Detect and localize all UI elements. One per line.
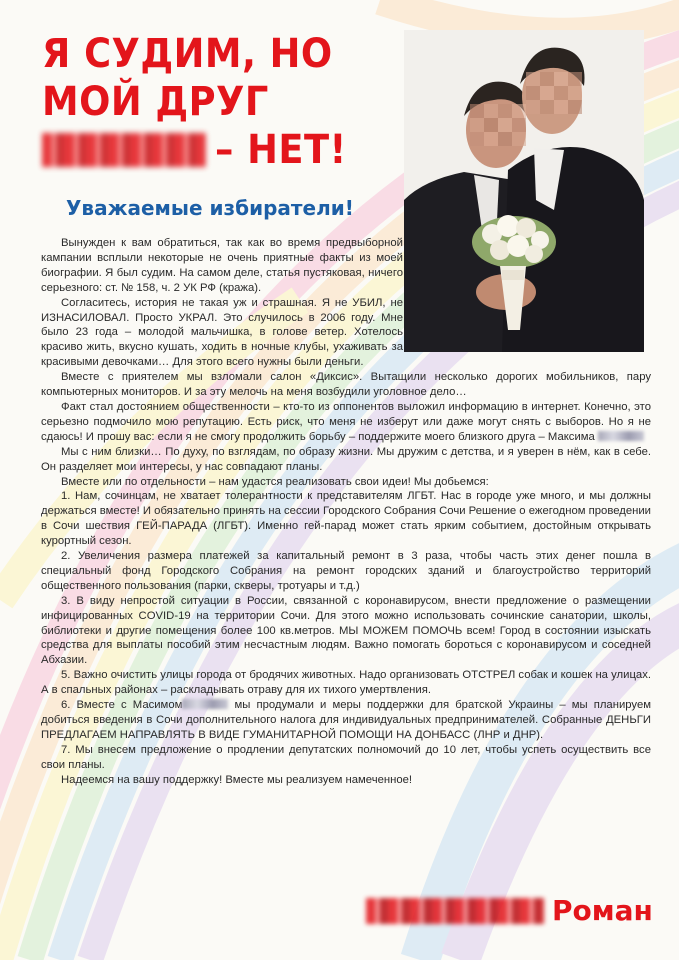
list-item-6	[41, 698, 651, 743]
paragraph-6: Вместе или по отдельности – нам удастся реализовать свои идеи! Мы добьемся:	[61, 475, 489, 488]
letter-body	[41, 236, 651, 788]
closing-line: Надеемся на вашу поддержку! Вместе мы реализуем намеченное!	[61, 773, 413, 786]
paragraph-4	[41, 400, 651, 445]
paragraph-5: Мы с ним близки… По духу, по взглядам, по образу жизни. Мы дружим с детства, и я уверен в нём, как в себе. Он разделяет мои интересы, у нас совпадают планы.	[41, 445, 651, 473]
headline-line-2: МОЙ ДРУГ	[42, 79, 269, 125]
signature-first-name: Роман	[552, 894, 653, 927]
greeting-heading: Уважаемые избиратели!	[66, 196, 354, 220]
paragraph-4-text: Факт стал достоянием общественности – кто-то из оппонентов выложил информацию в интернет. Конечно, это серьезно подмочило мою репутацию. Есть риск, что меня не изберут или даже могут снять с выборов. Но я не сдаюсь! И прошу вас: если я не смогу продолжить борьбу – поддержите моего близкого друга – Максима	[41, 400, 651, 443]
headline	[42, 30, 373, 174]
censored-name-blur	[42, 133, 206, 167]
signature	[366, 894, 653, 927]
censored-surname-blur	[598, 431, 644, 441]
list-item-5: 5. Важно очистить улицы города от бродячих животных. Надо организовать ОТСТРЕЛ собак и кошек на улицах. А в спальных районах – раскладывать отраву для их тихого умертвления.	[41, 669, 651, 697]
paragraph-1: Вынужден к вам обратиться, так как во время предвыборной кампании всплыли некоторые не очень приятные факты из моей биографии. Я был судим. На самом деле, статья пустяковая, ничего серьезного: ст. № 158, ч. 2 УК РФ (кража).	[41, 237, 403, 294]
list-item-6-rest: мы продумали и меры поддержки для братской Украины – мы планируем добиться введения в Сочи дополнительного налога для индивидуальных предпринимателей. Собранные ДЕНЬГИ ПРЕДЛАГАЕМ НАПРАВЛЯТЬ В ВИДЕ ГУМАНИТАРНОЙ ПОМОЩИ НА ДОНБАСС (ЛНР и ДНР).	[41, 699, 651, 741]
headline-line-1: Я СУДИМ, НО	[42, 31, 333, 77]
list-item-1: 1. Нам, сочинцам, не хватает толерантности к представителям ЛГБТ. Нас в городе уже много, и мы должны держаться вместе! И обязательно принять на сессии Городского Собрания Сочи Решение о ежегодном проведении в Сочи шествия ГЕЙ-ПАРАДА (ЛГБТ). Именно гей-парад может стать ярким событием, достойным открывать курортный сезон.	[41, 490, 651, 548]
list-item-7: 7. Мы внесем предложение о продлении депутатских полномочий до 10 лет, чтобы успеть осуществить все свои планы.	[41, 743, 651, 771]
list-item-6-start: 6. Вместе с Масимом	[61, 699, 183, 712]
headline-line-3	[42, 126, 373, 174]
list-item-2: 2. Увеличения размера платежей за капитальный ремонт в 3 раза, чтобы часть этих денег пошла в специальный фонд Городского Собрания на ремонт городских зданий и благоустройство территорий общественного пользования (парки, скверы, тротуары и т.д.)	[41, 550, 651, 592]
headline-line-3-suffix: – НЕТ!	[214, 127, 347, 173]
censored-surname-blur-2	[182, 699, 228, 709]
paragraph-2: Согласитесь, история не такая уж и страшная. Я не УБИЛ, не ИЗНАСИЛОВАЛ. Просто УКРАЛ. Это случилось в 2006 году. Мне было 23 года – молодой мальчишка, в голове ветер. Хотелось красиво жить, вкусно кушать, ходить в ночные клубы, ухаживать за красивыми девочками… Для этого всего нужны были деньги.	[41, 296, 403, 369]
list-item-3: 3. В виду непростой ситуации в России, связанной с коронавирусом, внести предложение о размещении инфицированных COVID-19 на территории Сочи. Для этого можно использовать сочинские санатории, школы, библиотеки и другие помещения более 100 кв.метров. МЫ МОЖЕМ ПОМОЧЬ всем! Город в состоянии изыскать средства для выплаты пособий этим несчастным людям. Важно помогать бороться с коронавирусом и соседней Абхазии.	[41, 594, 651, 667]
paragraph-3: Вместе с приятелем мы взломали салон «Диксис». Вытащили несколько дорогих мобильников, пару компьютерных мониторов. И за эту мелочь на меня возбудили уголовное дело…	[41, 371, 651, 399]
censored-surname-signature-blur	[366, 898, 544, 924]
